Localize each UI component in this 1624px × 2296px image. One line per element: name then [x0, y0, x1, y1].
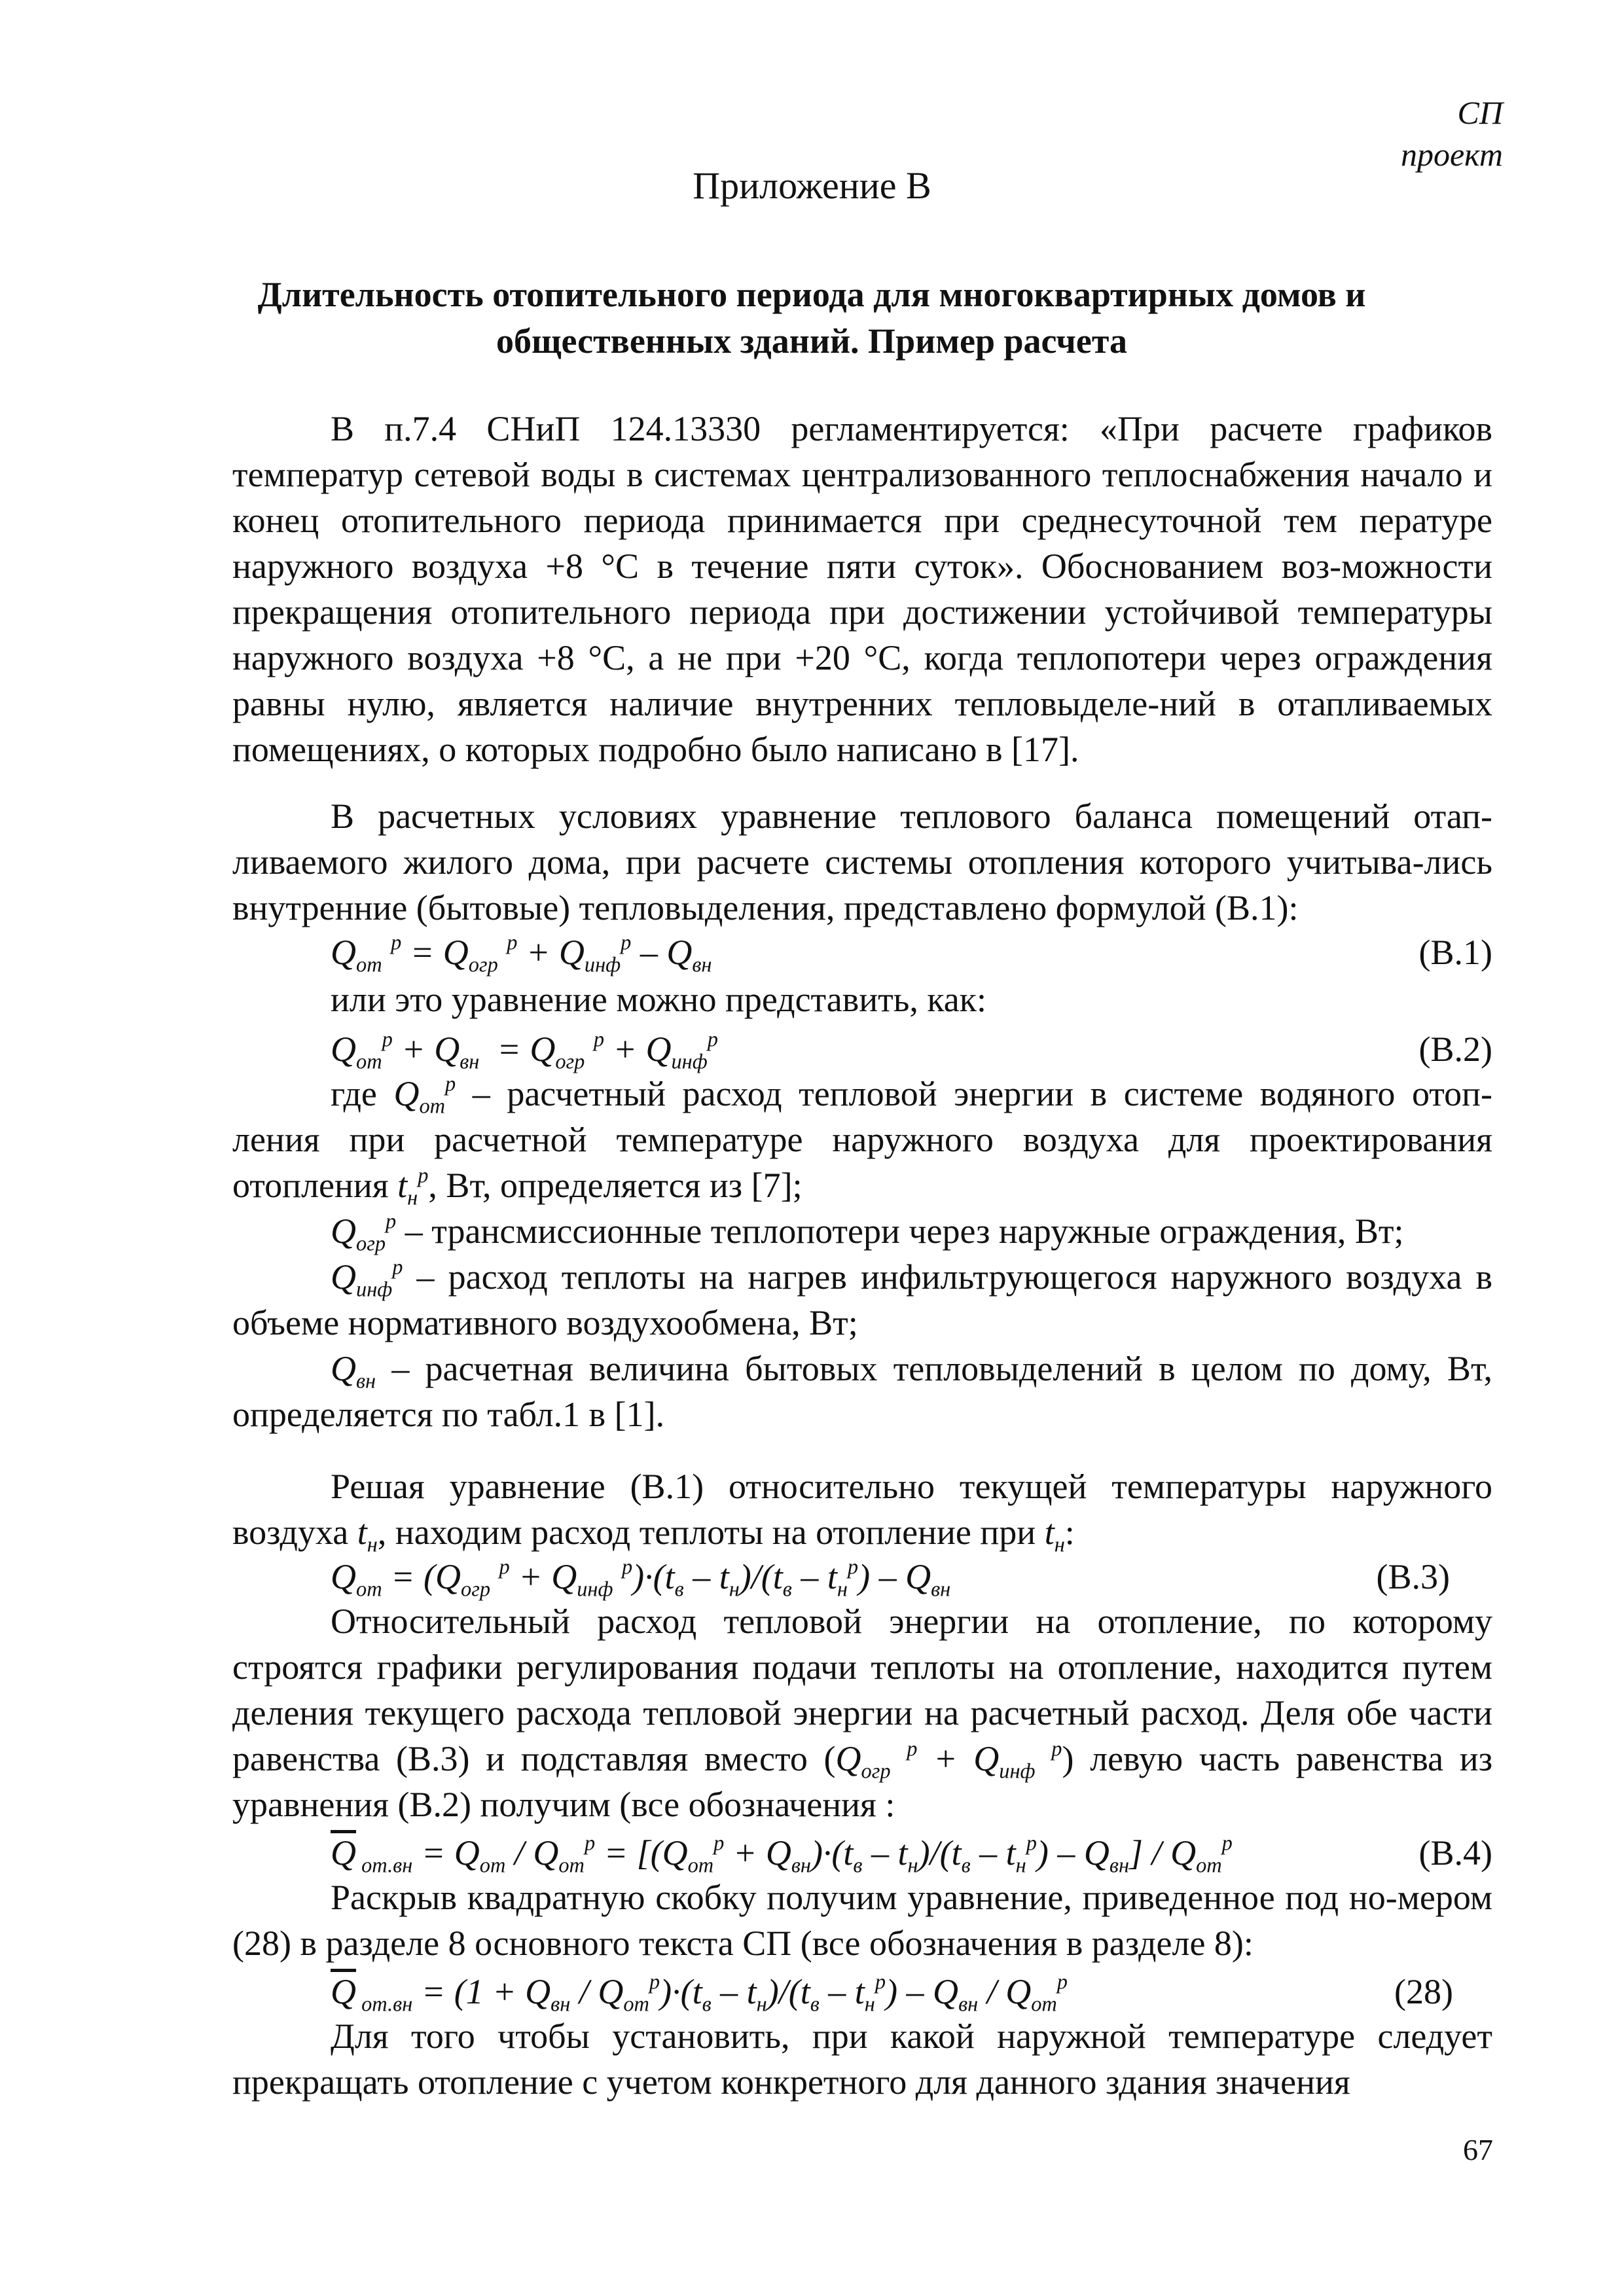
- equation-b2: $Q_{от}^р + Q_{вн} = Q_{огр}$ $^р + Q_{инф}^р$ (В.2): [331, 1028, 1492, 1074]
- document-body: [232, 406, 1492, 2105]
- definition-q-inf: $Q_{инф}^р$ – расход теплоты на нагрев инфильтрующегося наружного воздуха в объеме нормативного воздухообмена, Вт;: [232, 1255, 1492, 1342]
- equation-28: $\overline{Q}$ $_{от.вн} = (1 + Q_{вн} / Q_{от}^р)\cdot(t_в - t_н)/(t_в - t_н^р) - Q_{вн} / Q_{от}^р$ (28): [331, 1970, 1453, 2017]
- equation-number-28: (28): [1394, 1972, 1453, 2011]
- page-header: [1176, 92, 1503, 175]
- equation-number-b4: (В.4): [1418, 1833, 1492, 1873]
- paragraph-3: или это уравнение можно представить, как:: [331, 980, 987, 1019]
- appendix-title: Приложение В: [693, 164, 931, 207]
- definition-q-ogr: $Q_{огр}^р$ – трансмиссионные теплопотери через наружные ограждения, Вт;: [331, 1210, 1404, 1256]
- paragraph-4: Решая уравнение (В.1) относительно текущей температуры наружного воздуха $t_н$, находим расход теплоты на отопление при $t_н$:: [232, 1467, 1492, 1557]
- section-title-line-2: общественных зданий. Пример расчета: [496, 321, 1128, 361]
- header-code: СП: [1457, 94, 1503, 131]
- header-status: проект: [1400, 136, 1503, 173]
- equation-number-b1: (В.1): [1418, 933, 1492, 972]
- paragraph-6: Раскрыв квадратную скобку получим уравнение, приведенное под но-мером (28) в разделе 8 основного текста СП (все обозначения в разделе 8):: [232, 1878, 1492, 1963]
- paragraph-7: Для того чтобы установить, при какой наружной температуре следует прекращать отопление с учетом конкретного для данного здания значения: [232, 2017, 1492, 2102]
- definition-q-vn: $Q_{вн}$ – расчетная величина бытовых тепловыделений в целом по дому, Вт, определяется по табл.1 в [1].: [232, 1349, 1492, 1434]
- section-title-line-1: Длительность отопительного периода для многоквартирных домов и: [257, 275, 1366, 314]
- paragraph-2: В расчетных условиях уравнение теплового баланса помещений отап-ливаемого жилого дома, при расчете системы отопления которого учитыва-лись внутренние (бытовые) тепловыделения, представлено формулой (В.1):: [232, 797, 1492, 927]
- equation-b4: $\overline{Q}$ $_{от.вн} = Q_{от} / Q_{от}^р = [(Q_{от}^р + Q_{вн})\cdot(t_в - t_н)/(t_в - t_н^р) - Q_{вн}] / Q_{от}^р$ (В.4): [331, 1831, 1492, 1878]
- equation-b1: $Q_{от}$ $^р = Q_{огр}$ $^р + Q_{инф}^р - Q_{вн}$ (В.1): [331, 931, 1492, 977]
- paragraph-5: Относительный расход тепловой энергии на отопление, по которому строятся графики регулирования подачи теплоты на отопление, находится путем деления текущего расхода тепловой энергии на расчетный расход. Деля обе части равенства (В.3) и подставляя вместо ($Q_{огр}$ $^р + Q_{инф}$ $^р$) левую часть равенства из уравнения (В.2) получим (все обозначения :: [232, 1602, 1493, 1824]
- equation-number-b2: (В.2): [1418, 1030, 1492, 1069]
- definition-q-ot: где $Q_{от}^р$ – расчетный расход тепловой энергии в системе водяного отоп-ления при расчетной температуре наружного воздуха для проектирования отопления $t_н^р$, Вт, определяется из [7];: [232, 1072, 1492, 1210]
- paragraph-1: В п.7.4 СНиП 124.13330 регламентируется: «При расчете графиков температур сетевой воды в системах централизованного теплоснабжения начало и конец отопительного периода принимается при среднесуточной тем пературе наружного воздуха +8 °С в течение пяти суток». Обоснованием воз-можности прекращения отопительного периода при достижении устойчивой температуры наружного воздуха +8 °С, а не при +20 °С, когда теплопотери через ограждения равны нулю, является наличие внутренних тепловыделе-ний в отапливаемых помещениях, о которых подробно было написано в [17].: [232, 409, 1492, 769]
- equation-b3: $Q_{от} = (Q_{огр}$ $^р + Q_{инф}$ $^р)\cdot(t_в - t_н)/(t_в - t_н^р) - Q_{вн}$ (В.3): [331, 1555, 1450, 1602]
- page-number: 67: [1463, 2133, 1493, 2166]
- equation-number-b3: (В.3): [1376, 1557, 1450, 1596]
- section-title: [255, 272, 1368, 365]
